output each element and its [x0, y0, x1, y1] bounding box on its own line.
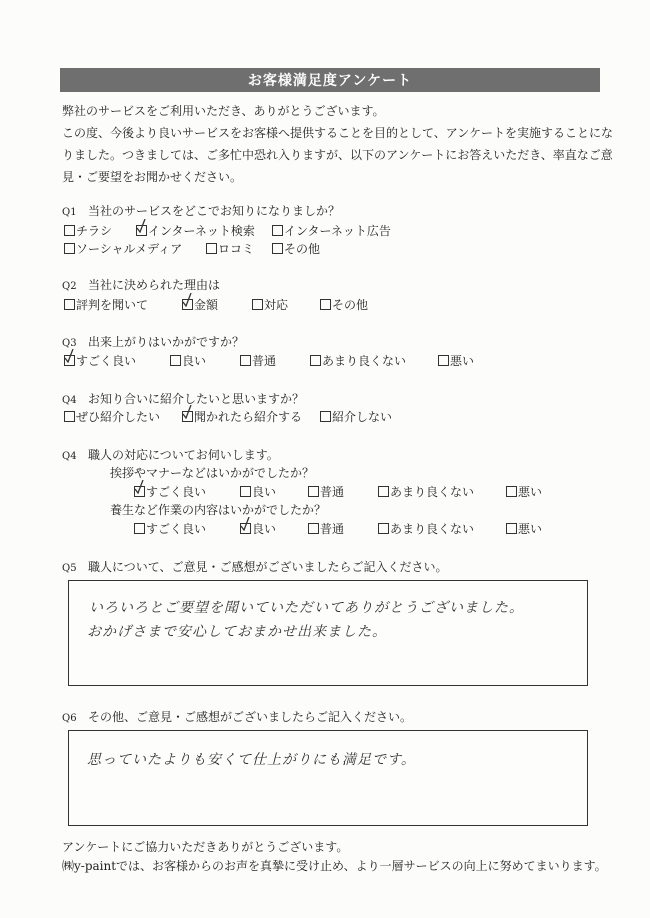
option-label: インターネット広告 — [284, 224, 391, 238]
q1-option-web-ad[interactable] — [272, 222, 391, 239]
checkbox[interactable] — [438, 355, 449, 366]
question-number: Q5 — [62, 563, 77, 574]
q1-option-social-media[interactable] — [64, 240, 182, 257]
checkbox[interactable] — [64, 243, 75, 254]
check-mark-icon — [182, 293, 192, 307]
handwritten-answer-line: 思っていたよりも安くて仕上がりにも満足です。 — [87, 752, 416, 768]
option-label: ロコミ — [218, 242, 255, 256]
option-label: その他 — [332, 298, 369, 312]
q1-option-other[interactable] — [272, 240, 320, 257]
handwritten-answer-line: いろいろとご要望を聞いていただいてありがとうございました。 — [89, 600, 524, 616]
intro-line: 弊社のサービスをご利用いただき、ありがとうございます。 — [62, 104, 385, 118]
option-label: あまり良くない — [390, 485, 475, 499]
q1-option-word-of-mouth[interactable] — [206, 240, 254, 257]
check-mark-icon — [240, 517, 250, 531]
work-option-bad[interactable] — [506, 520, 542, 537]
checkbox[interactable] — [64, 411, 75, 422]
question-number: Q2 — [62, 281, 77, 292]
checkbox[interactable] — [64, 225, 75, 236]
question-text: お知り合いに紹介したいと思いますか？ — [88, 392, 305, 406]
checkbox[interactable] — [378, 486, 389, 497]
checkbox-checked[interactable] — [240, 523, 251, 534]
question-text: 職人の対応についてお伺いします。 — [88, 448, 279, 462]
checkbox-checked[interactable] — [182, 411, 193, 422]
q3-option-good[interactable] — [170, 352, 206, 369]
manners-option-good[interactable] — [240, 483, 276, 500]
option-label: ソーシャルメディア — [76, 242, 183, 256]
option-label: ぜひ紹介したい — [76, 410, 161, 424]
option-label: 金額 — [194, 298, 219, 312]
manners-option-very-good[interactable] — [134, 483, 206, 500]
option-label: 対応 — [264, 298, 289, 312]
checkbox[interactable] — [252, 299, 263, 310]
question-number: Q4 — [62, 395, 77, 406]
q4-option-definitely[interactable] — [64, 408, 160, 425]
question-number: Q6 — [62, 713, 77, 724]
sub-question-manners: 挨拶やマナーなどはいかがでしたか？ — [110, 466, 315, 480]
checkbox[interactable] — [272, 225, 283, 236]
option-label: すごく良い — [76, 354, 137, 368]
option-label: 悪い — [450, 354, 475, 368]
checkbox-checked[interactable] — [134, 486, 145, 497]
question-number: Q1 — [62, 207, 77, 218]
checkbox[interactable] — [240, 486, 251, 497]
manners-option-bad[interactable] — [506, 483, 542, 500]
q2-option-service[interactable] — [252, 296, 288, 313]
option-label: 普通 — [252, 354, 277, 368]
intro-line: この度、今後より良いサービスをお客様へ提供することを目的として、アンケートを実施することにな — [62, 126, 614, 140]
question-number: Q3 — [62, 338, 77, 349]
checkbox[interactable] — [308, 486, 319, 497]
checkbox[interactable] — [308, 523, 319, 534]
option-label: チラシ — [76, 224, 113, 238]
intro-line: 見・ご要望をお聞かせください。 — [62, 170, 243, 184]
footer-company-message: ㈱y-paintでは、お客様からのお声を真摯に受け止め、より一層サービスの向上に努めてまいります。 — [62, 859, 607, 873]
question-5 — [62, 558, 448, 575]
q4-option-no[interactable] — [320, 408, 392, 425]
option-label: あまり良くない — [322, 354, 407, 368]
option-label: 良い — [252, 522, 277, 536]
option-label: すごく良い — [146, 485, 207, 499]
q3-option-not-good[interactable] — [310, 352, 406, 369]
work-option-average[interactable] — [308, 520, 344, 537]
question-text: 当社のサービスをどこでお知りになりましか？ — [88, 204, 341, 218]
checkbox[interactable] — [320, 411, 331, 422]
option-label: 普通 — [320, 522, 345, 536]
option-label: 良い — [252, 485, 277, 499]
survey-title: お客様満足度アンケート — [60, 68, 600, 92]
q3-option-average[interactable] — [240, 352, 276, 369]
option-label: 普通 — [320, 485, 345, 499]
q1-option-web-search[interactable] — [136, 222, 255, 239]
check-mark-icon — [64, 349, 74, 363]
checkbox[interactable] — [320, 299, 331, 310]
option-label: その他 — [284, 242, 321, 256]
question-1 — [62, 202, 340, 219]
option-label: インターネット検索 — [148, 224, 255, 238]
option-label: 良い — [182, 354, 207, 368]
option-label: 悪い — [518, 522, 543, 536]
checkbox[interactable] — [506, 486, 517, 497]
check-mark-icon — [136, 219, 146, 233]
q5-answer-box[interactable] — [68, 580, 588, 686]
work-option-not-good[interactable] — [378, 520, 474, 537]
checkbox[interactable] — [170, 355, 181, 366]
checkbox-checked[interactable] — [136, 225, 147, 236]
checkbox[interactable] — [378, 523, 389, 534]
question-4-craftsman — [62, 446, 279, 463]
checkbox-checked[interactable] — [64, 355, 75, 366]
work-option-good[interactable] — [240, 520, 276, 537]
option-label: 悪い — [518, 485, 543, 499]
checkbox[interactable] — [206, 243, 217, 254]
question-text: 職人について、ご意見・ご感想がございましたらご記入ください。 — [88, 560, 448, 574]
check-mark-icon — [182, 405, 192, 419]
manners-option-not-good[interactable] — [378, 483, 474, 500]
q2-option-price[interactable] — [182, 296, 218, 313]
manners-option-average[interactable] — [308, 483, 344, 500]
checkbox[interactable] — [64, 299, 75, 310]
intro-text — [62, 100, 614, 188]
question-3 — [62, 333, 244, 350]
checkbox[interactable] — [134, 523, 145, 534]
q6-answer-box[interactable] — [68, 730, 588, 826]
option-label: 評判を聞いて — [76, 298, 149, 312]
option-label: 聞かれたら紹介する — [194, 410, 303, 424]
q3-option-very-good[interactable] — [64, 352, 136, 369]
handwritten-answer-line: おかげさまで安心しておまかせ出来ました。 — [87, 624, 387, 640]
q4-option-if-asked[interactable] — [182, 408, 302, 425]
q2-option-reputation[interactable] — [64, 296, 148, 313]
q2-option-other[interactable] — [320, 296, 368, 313]
q1-option-flyer[interactable] — [64, 222, 112, 239]
option-label: 紹介しない — [332, 410, 393, 424]
option-label: あまり良くない — [390, 522, 475, 536]
option-label: すごく良い — [146, 522, 207, 536]
checkbox-checked[interactable] — [182, 299, 193, 310]
check-mark-icon — [134, 480, 144, 494]
question-2 — [62, 276, 220, 293]
q3-option-bad[interactable] — [438, 352, 474, 369]
checkbox[interactable] — [506, 523, 517, 534]
intro-line: りました。つきましては、ご多忙中恐れ入りますが、以下のアンケートにお答えいただき、率直なご意 — [62, 148, 613, 162]
question-text: その他、ご意見・ご感想がございましたらご記入ください。 — [88, 710, 413, 724]
question-text: 当社に決められた理由は — [88, 278, 221, 292]
question-number: Q4 — [62, 451, 77, 462]
checkbox[interactable] — [272, 243, 283, 254]
footer-thanks: アンケートにご協力いただきありがとうございます。 — [62, 840, 349, 854]
question-text: 出来上がりはいかがですか？ — [88, 335, 245, 349]
work-option-very-good[interactable] — [134, 520, 206, 537]
checkbox[interactable] — [310, 355, 321, 366]
checkbox[interactable] — [240, 355, 251, 366]
question-6 — [62, 708, 412, 725]
sub-question-work: 養生など作業の内容はいかがでしたか？ — [110, 503, 327, 517]
